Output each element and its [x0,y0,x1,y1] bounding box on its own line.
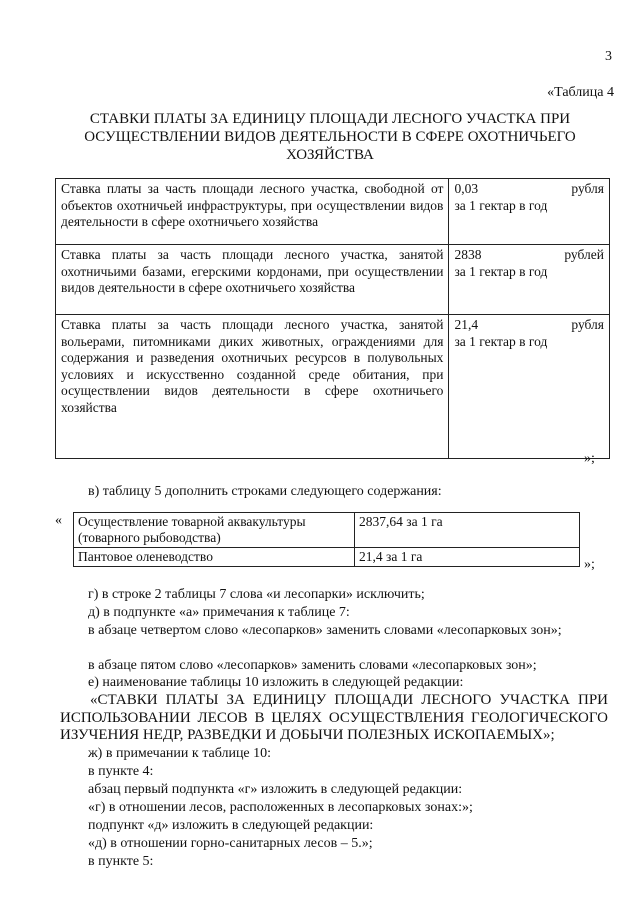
rate-unit: рублей [564,247,604,262]
table-cell-rate: 21,4 за 1 га [355,548,580,567]
paragraph-g: г) в строке 2 таблицы 7 слова «и лесопарки» исключить; [88,587,425,602]
rate-amount: 21,4 [454,317,479,332]
page-number: 3 [605,49,612,64]
table-cell-description: Ставка платы за часть площади лесного участка, свободной от объектов охотничьей инфраструктуры, при осуществлении видов деятельности в сфере охотничьего хозяйства [56,179,449,245]
paragraph-abzac-4: в абзаце четвертом слово «лесопарков» заменить словами «лесопарковых зон»; [88,623,562,638]
rate-per: за 1 гектар в год [454,333,548,349]
paragraph-v: в) таблицу 5 дополнить строками следующего содержания: [88,484,442,499]
paragraph-d: д) в подпункте «а» примечания к таблице 7: [88,605,350,620]
table-cell-rate [449,179,610,245]
rate-amount: 0,03 [454,181,479,196]
paragraph-abzac-5: в абзаце пятом слово «лесопарков» заменить словами «лесопарковых зон»; [88,658,537,673]
paragraph-punkt-4: в пункте 4: [88,764,154,779]
rate-per: за 1 гектар в год [454,263,548,279]
paragraph-podpunkt-d: подпункт «д» изложить в следующей редакции: [88,818,374,833]
table-4-label: «Таблица 4 [547,85,614,100]
table-4 [55,178,610,459]
table-row [56,179,610,245]
rate-amount: 2838 [454,247,482,262]
table-row [74,548,580,567]
table-4-heading: СТАВКИ ПЛАТЫ ЗА ЕДИНИЦУ ПЛОЩАДИ ЛЕСНОГО УЧАСТКА ПРИ ОСУЩЕСТВЛЕНИИ ВИДОВ ДЕЯТЕЛЬНОСТИ В СФЕРЕ ОХОТНИЧЬЕГО ХОЗЯЙСТВА [84,111,576,163]
paragraph-d-quote: «д) в отношении горно-санитарных лесов – 5.»; [88,836,373,851]
table-5-opening-quote: « [55,513,62,528]
paragraph-e: е) наименование таблицы 10 изложить в следующей редакции: [88,675,464,690]
table-cell-activity: Осуществление товарной аквакультуры (товарного рыбоводства) [74,513,355,548]
table-4-closing-quote: »; [584,451,595,466]
rate-unit: рубля [571,317,604,332]
table-row [74,513,580,548]
table-row [56,315,610,459]
table-cell-rate [449,315,610,459]
table-cell-description: Ставка платы за часть площади лесного участка, занятой вольерами, питомниками диких животных, ограждениями для содержания и разведения охотничьих ресурсов в полувольных условиях и искусственно созданной среде обитания, при осуществлении видов деятельности в сфере охотничьего хозяйства [56,315,449,459]
paragraph-punkt-5: в пункте 5: [88,854,154,869]
rate-per: за 1 гектар в год [454,197,548,213]
table-row [56,245,610,315]
paragraph-abzac-1: абзац первый подпункта «г» изложить в следующей редакции: [88,782,463,797]
table-10-new-title: «СТАВКИ ПЛАТЫ ЗА ЕДИНИЦУ ПЛОЩАДИ ЛЕСНОГО УЧАСТКА ПРИ ИСПОЛЬЗОВАНИИ ЛЕСОВ В ЦЕЛЯХ ОСУЩЕСТВЛЕНИЯ ГЕОЛОГИЧЕСКОГО ИЗУЧЕНИЯ НЕДР, РАЗВЕДКИ И ДОБЫЧИ ПОЛЕЗНЫХ ИСКОПАЕМЫХ»; [60,692,608,743]
paragraph-zh: ж) в примечании к таблице 10: [88,746,272,761]
table-5-rows [73,512,580,567]
rate-unit: рубля [571,181,604,196]
paragraph-g-quote: «г) в отношении лесов, расположенных в лесопарковых зонах:»; [88,800,473,815]
table-cell-rate [449,245,610,315]
table-cell-description: Ставка платы за часть площади лесного участка, занятой охотничьими базами, егерскими кордонами, при осуществлении видов деятельности в сфере охотничьего хозяйства [56,245,449,315]
table-5-closing-quote: »; [584,557,595,572]
table-cell-activity: Пантовое оленеводство [74,548,355,567]
table-cell-rate: 2837,64 за 1 га [355,513,580,548]
